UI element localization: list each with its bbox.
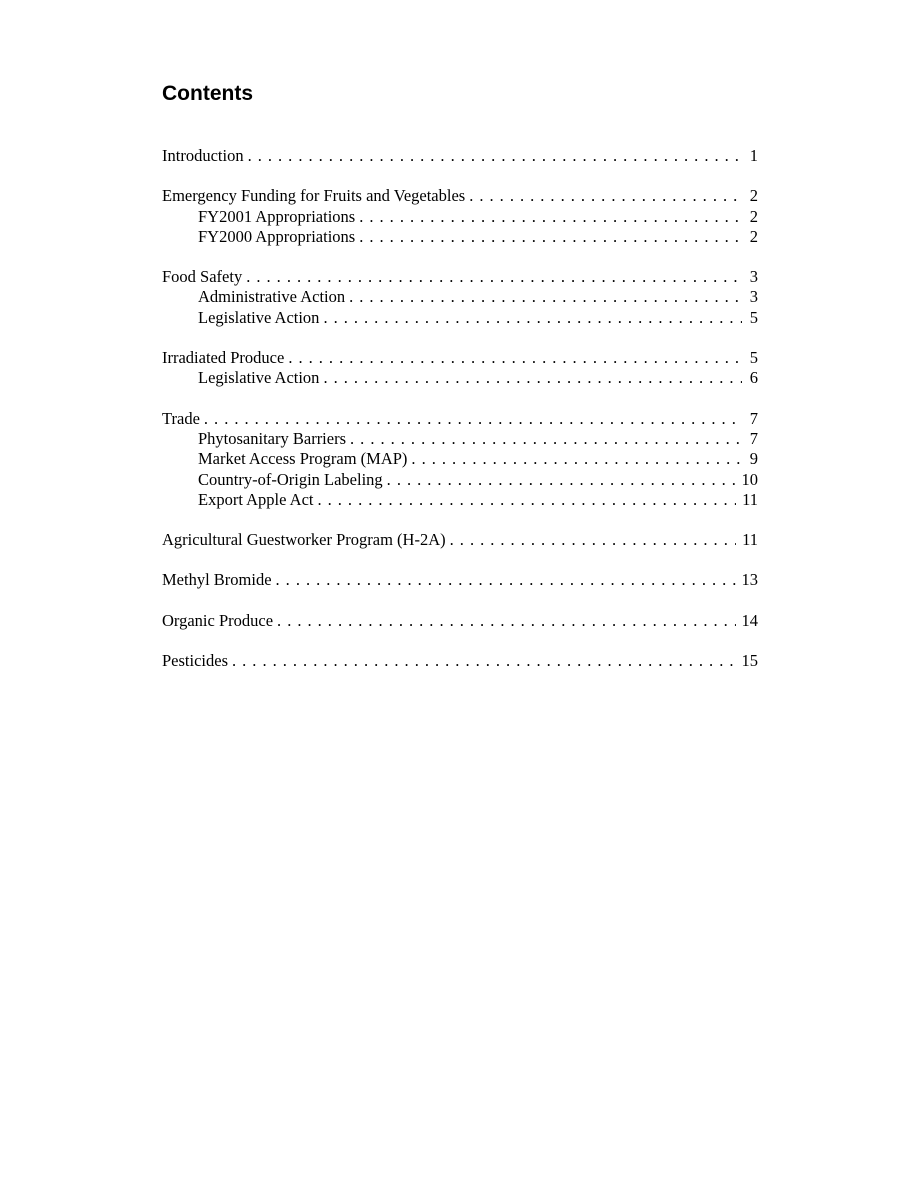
toc-page-number: 15 (741, 651, 758, 671)
toc-entry-title: Market Access Program (MAP) (198, 449, 408, 469)
toc-page-number: 3 (749, 267, 758, 287)
toc-page-number: 11 (742, 530, 758, 550)
toc-section (162, 611, 758, 631)
toc-subentry[interactable] (162, 227, 758, 247)
toc-subentry[interactable] (162, 368, 758, 388)
toc-entry[interactable] (162, 348, 758, 368)
toc-entry[interactable] (162, 146, 758, 166)
dot-leader (232, 651, 736, 671)
toc-page-number: 2 (749, 206, 758, 226)
toc-entry[interactable] (162, 611, 758, 631)
toc-page-number: 1 (749, 146, 758, 165)
toc-page-number: 6 (749, 368, 758, 388)
toc-page-number: 5 (749, 348, 758, 368)
toc-page-number: 3 (749, 287, 758, 307)
toc-entry[interactable] (162, 267, 758, 287)
toc-section (162, 651, 758, 671)
dot-leader (469, 186, 742, 206)
toc-entry[interactable] (162, 651, 758, 671)
toc-entry-title: Trade (162, 408, 200, 428)
dot-leader (248, 146, 742, 166)
dot-leader (349, 287, 742, 307)
toc-entry[interactable] (162, 530, 758, 550)
toc-section (162, 570, 758, 590)
toc-entry[interactable] (162, 570, 758, 590)
toc-entry-title: Agricultural Guestworker Program (H-2A) (162, 530, 446, 550)
dot-leader (350, 429, 742, 449)
toc-subentry[interactable] (162, 449, 758, 469)
toc-section (162, 267, 758, 328)
toc-entry-title: Emergency Funding for Fruits and Vegetables (162, 186, 466, 206)
toc-page-number: 2 (749, 186, 758, 206)
toc-entry-title: Pesticides (162, 651, 228, 671)
dot-leader (277, 611, 735, 631)
toc-page-number: 7 (749, 428, 758, 448)
toc-subentry[interactable] (162, 470, 758, 490)
toc-entry-title: Irradiated Produce (162, 348, 285, 368)
toc-page-number: 13 (741, 570, 758, 590)
toc-section (162, 146, 758, 166)
dot-leader (323, 308, 742, 328)
dot-leader (204, 409, 742, 429)
table-of-contents (162, 146, 758, 691)
dot-leader (317, 490, 736, 510)
toc-section (162, 409, 758, 510)
toc-entry-title: Introduction (162, 146, 244, 165)
toc-section (162, 348, 758, 389)
toc-entry[interactable] (162, 409, 758, 429)
dot-leader (246, 267, 742, 287)
toc-entry[interactable] (162, 186, 758, 206)
dot-leader (288, 348, 742, 368)
toc-entry-title: Export Apple Act (198, 489, 314, 509)
dot-leader (359, 227, 742, 247)
toc-subentry[interactable] (162, 287, 758, 307)
dot-leader (387, 470, 736, 490)
toc-subentry[interactable] (162, 429, 758, 449)
page-title: Contents (162, 82, 253, 105)
toc-entry-title: Legislative Action (198, 368, 320, 388)
toc-page-number: 2 (749, 226, 758, 246)
toc-entry-title: Country-of-Origin Labeling (198, 469, 383, 489)
dot-leader (411, 449, 742, 469)
dot-leader (359, 207, 742, 227)
toc-subentry[interactable] (162, 308, 758, 328)
toc-page-number: 9 (749, 449, 758, 469)
toc-entry-title: Methyl Bromide (162, 570, 272, 590)
dot-leader (450, 530, 736, 550)
toc-entry-title: Food Safety (162, 267, 243, 287)
toc-entry-title: Administrative Action (198, 287, 346, 307)
toc-page-number: 5 (749, 307, 758, 327)
toc-entry-title: FY2000 Appropriations (198, 226, 356, 246)
toc-entry-title: Phytosanitary Barriers (198, 428, 347, 448)
toc-section (162, 186, 758, 247)
toc-page-number: 7 (749, 408, 758, 428)
toc-entry-title: FY2001 Appropriations (198, 206, 356, 226)
dot-leader (276, 570, 736, 590)
toc-subentry[interactable] (162, 207, 758, 227)
toc-entry-title: Organic Produce (162, 610, 274, 630)
toc-page-number: 14 (741, 610, 758, 630)
toc-page-number: 11 (742, 489, 758, 509)
toc-page-number: 10 (741, 469, 758, 489)
dot-leader (323, 368, 742, 388)
toc-section (162, 530, 758, 550)
toc-entry-title: Legislative Action (198, 307, 320, 327)
toc-subentry[interactable] (162, 490, 758, 510)
